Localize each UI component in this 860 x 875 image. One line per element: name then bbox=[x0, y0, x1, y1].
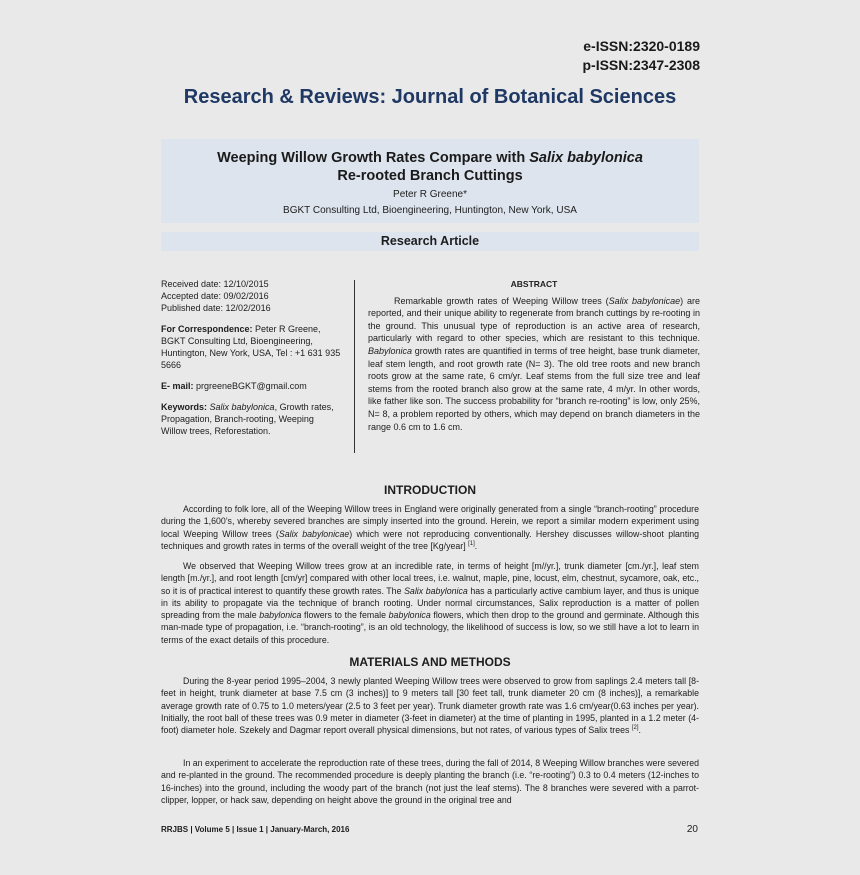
article-title-box bbox=[161, 139, 699, 223]
title-italic: Salix babylonica bbox=[529, 150, 643, 166]
article-type: Research Article bbox=[161, 232, 699, 251]
abstract-italic-1: Salix babylonicae bbox=[608, 295, 681, 306]
p2-text-b: has a particularly active cambium layer, and thus is unique in its ability to propagate via the technique of branch rooting. Under normal circumstances, Salix reproduction is a matter of pollen spreading from the male bbox=[161, 585, 699, 621]
title-prefix: Weeping Willow Growth Rates Compare with bbox=[217, 150, 530, 166]
keywords bbox=[161, 401, 341, 437]
correspondence bbox=[161, 323, 341, 371]
p2-text-a: We observed that Weeping Willow trees grow at an incredible rate, in terms of height [m//yr.], trunk diameter [cm./yr.], leaf stem length [m./yr.], and root length [cm/yr] compared with other local trees, i.e. walnut, maple, pine, locust, elm, chestnut, sycamore, oak, etc., so it is of practical interest to quantify these growth rates. The bbox=[161, 561, 699, 596]
p2-text-c: flowers to the female bbox=[301, 610, 389, 621]
keywords-text: , Growth rates, Propagation, Branch-rooting, Weeping Willow trees, Reforestation. bbox=[161, 402, 334, 436]
abstract-text-3: growth rates are quantified in terms of tree height, base trunk diameter, leaf stem length, and root growth rate (N= 3). The old tree roots and new branch roots grow at the same rate, 6 cm/yr. Leaf stems from the full size tree and leaf stems from the rooted branch also grow at the same rate, 4 m/yr. In other words, like father like son. The success probability for “branch re-rooting” is low, only 25%, N= 8, a problem reported by others, which may depend on branch diameters in the range 0.6 cm to 1.6 cm. bbox=[368, 345, 700, 432]
methods-paragraph-1 bbox=[161, 675, 699, 736]
published-date: Published date: 12/02/2016 bbox=[161, 303, 271, 313]
journal-title: Research & Reviews: Journal of Botanical Sciences bbox=[183, 86, 677, 108]
p1-ref: [1] bbox=[468, 540, 475, 547]
abstract-body bbox=[368, 295, 700, 434]
email-label: E- mail: bbox=[161, 381, 194, 391]
abstract bbox=[368, 278, 700, 433]
abstract-italic-2: Babylonica bbox=[368, 345, 413, 356]
p2-italic-3: babylonica bbox=[388, 610, 431, 621]
p3-ref: [2] bbox=[631, 725, 639, 732]
abstract-heading: ABSTRACT bbox=[510, 279, 558, 289]
column-divider bbox=[354, 280, 355, 453]
author: Peter R Greene* bbox=[393, 189, 467, 200]
methods-paragraph-2: In an experiment to accelerate the reproduction rate of these trees, during the fall of 2014, 8 Weeping Willow branches were severed and re-planted in the ground. The recommended procedure is deeply planting the branch (i.e. “re-rooting”) 0.3 to 0.4 meters (12-inches to 16-inches) into the ground, including the woody part of the branch (not just the leaf stems). The 8 branches were severed with a parrot-clipper, lopper, or hack saw, depending on height above the ground in the original tree and bbox=[161, 758, 699, 805]
p1-text-c: . bbox=[474, 540, 478, 551]
intro-paragraph-2 bbox=[161, 560, 699, 646]
abstract-text-1: Remarkable growth rates of Weeping Willow trees ( bbox=[394, 295, 609, 306]
p3-text-a: During the 8-year period 1995–2004, 3 newly planted Weeping Willow trees were observed to grow from saplings 2.4 meters tall [8-feet in height, trunk diameter at base 7.5 cm (3 inches)] to 9 meters tall [30 feet tall, trunk diameter 20 cm (8 inches)], a remarkable average growth rate of 0.75 to 1.0 meters/year (2.5 to 3 feet per year). Trunk diameter growth rate was 1.6 cm/year(0.63 inches per year). Initially, the root ball of these trees was 0.9 meter in diameter (3-feet in diameter) at the time of planting in 1995, planted in a 1.2 meter (4-foot) diameter hole. Szekely and Dagmar report overall physical dimensions, but not rates, of various types of Salix trees bbox=[161, 676, 699, 736]
p1-text-b: ) which were not reproducing conventionally. Hershey discusses willow-shoot planting techniques and growth rates in terms of the overall weight of the tree [Kg/year] bbox=[161, 528, 700, 551]
p2-italic-2: babylonica bbox=[259, 610, 302, 621]
correspondence-text: Peter R Greene, BGKT Consulting Ltd, Bioengineering, Huntington, New York, USA, Tel : +1 631 935 5666 bbox=[161, 324, 341, 370]
keywords-italic: Salix babylonica bbox=[207, 402, 275, 412]
email-text: prgreeneBGKT@gmail.com bbox=[193, 381, 307, 391]
p2-italic-1: Salix babylonica bbox=[404, 585, 468, 596]
p-issn: p-ISSN:2347-2308 bbox=[582, 57, 700, 73]
page-number: 20 bbox=[686, 824, 698, 835]
accepted-date: Accepted date: 09/02/2016 bbox=[161, 291, 269, 301]
p3-text-b: . bbox=[638, 725, 641, 736]
affiliation: BGKT Consulting Ltd, Bioengineering, Huntington, New York, USA bbox=[283, 205, 577, 216]
keywords-label: Keywords: bbox=[161, 402, 208, 412]
email bbox=[161, 380, 341, 392]
correspondence-label: For Correspondence: bbox=[161, 324, 253, 334]
e-issn: e-ISSN:2320-0189 bbox=[583, 38, 700, 54]
abstract-text-2: ) are reported, and their unique ability to regenerate from branch cuttings by re-rooting in the ground. This unusual type of reproduction is an active area of research, particularly with regard to other species, which are resistant to this technique. bbox=[368, 295, 700, 344]
introduction-heading: INTRODUCTION bbox=[384, 483, 476, 497]
methods-heading: MATERIALS AND METHODS bbox=[349, 655, 511, 669]
article-meta bbox=[161, 278, 341, 437]
p1-italic: Salix babylonicae bbox=[278, 528, 350, 539]
intro-paragraph-1 bbox=[161, 503, 699, 552]
title-line2: Re-rooted Branch Cuttings bbox=[337, 168, 523, 184]
p2-text-d: flowers, which then drop to the ground and germinate. Although this man-made type of propagation, i.e. “branch-rooting”, is an old technology, the likelihood of success is low, so we still have a lot to learn in terms of the exact details of this procedure. bbox=[161, 610, 699, 645]
article-title bbox=[161, 149, 699, 185]
p1-text-a: According to folk lore, all of the Weeping Willow trees in England were originally generated from a single “branch-rooting” procedure during the 1,600’s, whereby severed branches are simply inserted into the ground. Herein, we report a similar modern experiment using local Weeping Willow trees ( bbox=[161, 504, 699, 539]
received-date: Received date: 12/10/2015 bbox=[161, 279, 269, 289]
footer-citation: RRJBS | Volume 5 | Issue 1 | January-March, 2016 bbox=[161, 825, 350, 834]
